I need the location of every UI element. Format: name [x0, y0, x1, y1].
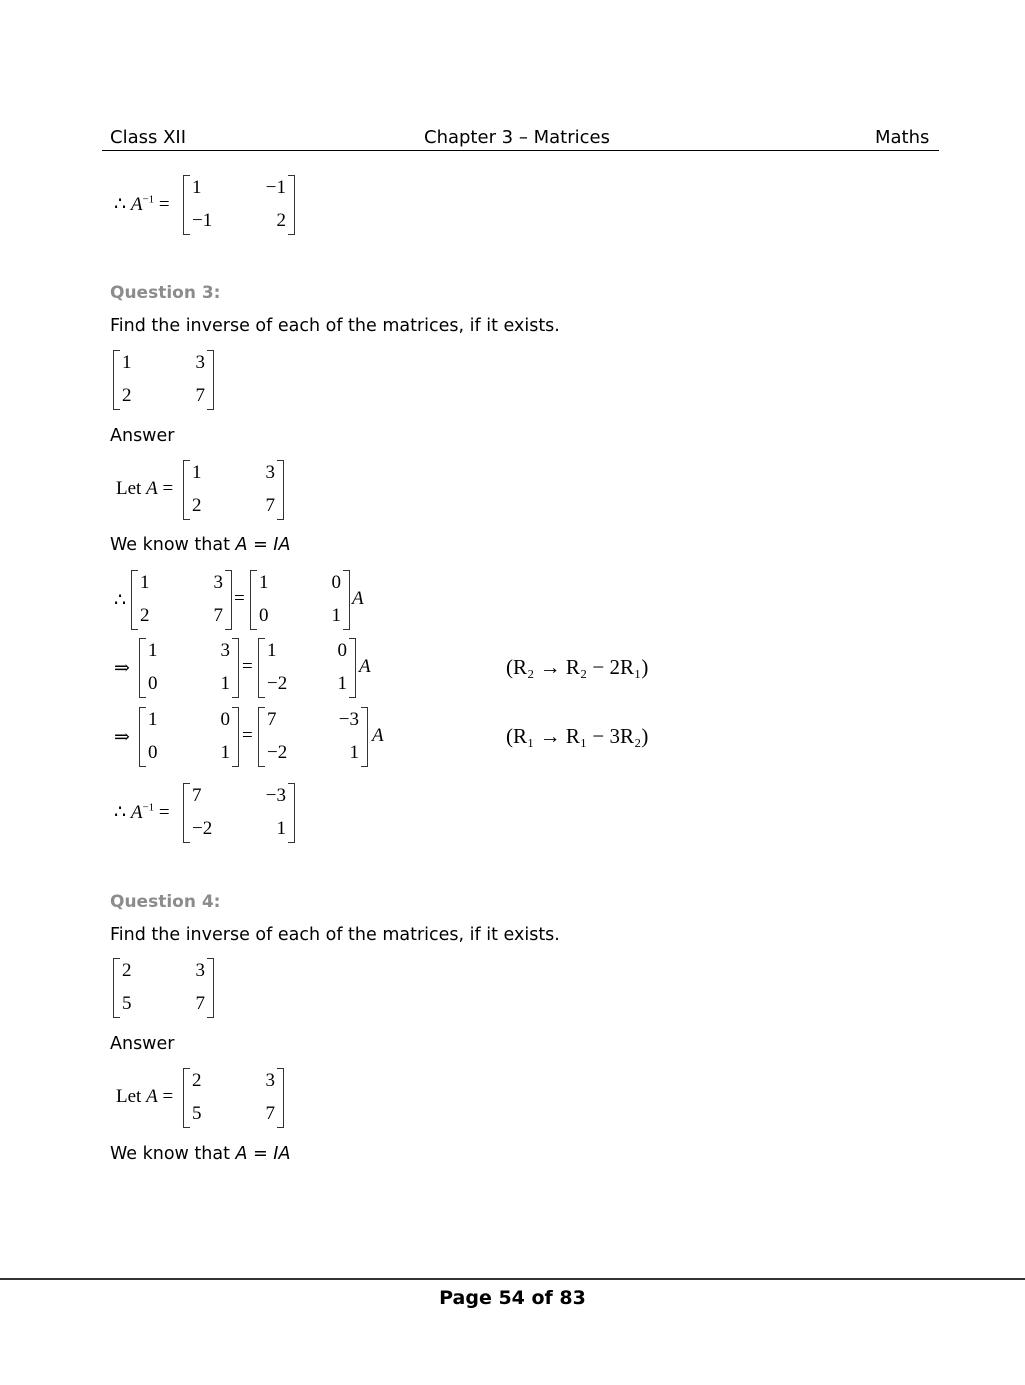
matrix-cell: 0	[220, 709, 230, 730]
prev-result-label	[114, 193, 170, 216]
matrix-cell: 7	[265, 495, 275, 516]
question-4-title: Question 4:	[110, 892, 221, 912]
step-prefix: ∴	[114, 590, 127, 611]
matrix-cell: −2	[267, 742, 288, 763]
matrix-cell: 3	[265, 1070, 275, 1091]
identity-statement-q4	[110, 1144, 290, 1164]
matrix-cell: 3	[220, 640, 230, 661]
answer-label-q4: Answer	[110, 1034, 175, 1054]
matrix-cell: 0	[148, 742, 158, 763]
matrix-cell: 1	[276, 818, 286, 839]
matrix-cell: 1	[192, 462, 202, 483]
result-label-q3	[114, 801, 170, 824]
matrix-cell: 7	[265, 1103, 275, 1124]
matrix-cell: 1	[148, 709, 158, 730]
matrix-cell: 5	[192, 1103, 202, 1124]
matrix-cell: 1	[140, 572, 150, 593]
let-matrix-q4	[183, 1068, 284, 1128]
question-3-matrix	[113, 350, 214, 410]
page-number: Page 54 of 83	[439, 1287, 586, 1309]
matrix-cell: 2	[192, 495, 202, 516]
matrix-cell: 2	[140, 605, 150, 626]
step-3-right-matrix	[258, 707, 368, 767]
matrix-cell: −1	[265, 177, 286, 198]
implies-arrow: ⇒	[114, 658, 130, 679]
matrix-cell: 1	[220, 673, 230, 694]
matrix-cell: 1	[220, 742, 230, 763]
step-1-left-matrix	[131, 570, 232, 630]
header-class: Class XII	[110, 127, 187, 148]
matrix-cell: 2	[192, 1070, 202, 1091]
matrix-cell: 3	[195, 960, 205, 981]
matrix-cell: 2	[122, 385, 132, 406]
question-3-prompt: Find the inverse of each of the matrices, if it exists.	[110, 316, 560, 336]
matrix-cell: −1	[192, 210, 213, 231]
let-statement-q3	[116, 478, 173, 500]
matrix-cell: 7	[195, 993, 205, 1014]
matrix-cell: −2	[192, 818, 213, 839]
matrix-cell: 1	[337, 673, 347, 694]
therefore-symbol: ∴	[114, 194, 127, 215]
matrix-cell: 7	[192, 785, 202, 806]
matrix-cell: 1	[192, 177, 202, 198]
matrix-variable: A	[372, 725, 384, 746]
matrix-variable: A	[146, 1086, 158, 1107]
matrix-cell: 2	[276, 210, 286, 231]
result-matrix-q3	[183, 783, 295, 843]
matrix-cell: 7	[213, 605, 223, 626]
step-1-right-matrix	[250, 570, 350, 630]
matrix-cell: 2	[122, 960, 132, 981]
identity-equation: A = IA	[235, 1144, 291, 1164]
answer-label-q3: Answer	[110, 426, 175, 446]
let-text: Let	[116, 478, 142, 499]
therefore-symbol: ∴	[114, 802, 127, 823]
matrix-cell: −2	[267, 673, 288, 694]
matrix-cell: −3	[338, 709, 359, 730]
matrix-variable: A	[359, 656, 371, 677]
matrix-cell: 3	[213, 572, 223, 593]
matrix-variable: A	[146, 478, 158, 499]
matrix-cell: 7	[195, 385, 205, 406]
question-4-prompt: Find the inverse of each of the matrices, if it exists.	[110, 925, 560, 945]
matrix-cell: 1	[349, 742, 359, 763]
matrix-cell: 3	[195, 352, 205, 373]
equals-sign: =	[162, 1086, 174, 1107]
question-4-matrix	[113, 958, 214, 1018]
let-matrix-q3	[183, 460, 284, 520]
let-text: Let	[116, 1086, 142, 1107]
matrix-cell: 0	[259, 605, 269, 626]
matrix-cell: 7	[267, 709, 277, 730]
equals-sign: =	[162, 478, 174, 499]
question-3-title: Question 3:	[110, 283, 221, 303]
equals-sign: =	[158, 194, 170, 215]
inverse-exponent: −1	[142, 193, 155, 206]
matrix-cell: 1	[122, 352, 132, 373]
equals-sign: =	[158, 802, 170, 823]
matrix-variable: A	[352, 588, 364, 609]
step-2-left-matrix	[139, 638, 239, 698]
inverse-exponent: −1	[142, 801, 155, 814]
identity-statement-q3	[110, 535, 290, 555]
footer-divider	[0, 1278, 1025, 1280]
identity-equation: A = IA	[235, 535, 291, 555]
matrix-cell: 5	[122, 993, 132, 1014]
implies-arrow: ⇒	[114, 727, 130, 748]
matrix-cell: 3	[265, 462, 275, 483]
matrix-cell: 1	[148, 640, 158, 661]
equals-sign: =	[242, 725, 253, 746]
step-3-left-matrix	[139, 707, 239, 767]
header-chapter: Chapter 3 – Matrices	[424, 127, 610, 148]
matrix-variable: A	[130, 194, 143, 215]
let-statement-q4	[116, 1086, 173, 1108]
header-divider	[102, 150, 939, 151]
matrix-cell: 0	[331, 572, 341, 593]
matrix-cell: 1	[267, 640, 277, 661]
matrix-cell: 0	[337, 640, 347, 661]
equals-sign: =	[234, 588, 245, 609]
row-operation: (R₂ → R₂ − 2R₁)	[506, 655, 649, 679]
know-text: We know that	[110, 1144, 230, 1164]
matrix-cell: −3	[265, 785, 286, 806]
matrix-cell: 0	[148, 673, 158, 694]
step-2-right-matrix	[258, 638, 356, 698]
equals-sign: =	[242, 656, 253, 677]
matrix-variable: A	[130, 802, 143, 823]
header-subject: Maths	[875, 127, 930, 148]
know-text: We know that	[110, 535, 230, 555]
row-operation: (R₁ → R₁ − 3R₂)	[506, 724, 649, 748]
prev-result-matrix	[183, 175, 295, 235]
matrix-cell: 1	[259, 572, 269, 593]
matrix-cell: 1	[331, 605, 341, 626]
